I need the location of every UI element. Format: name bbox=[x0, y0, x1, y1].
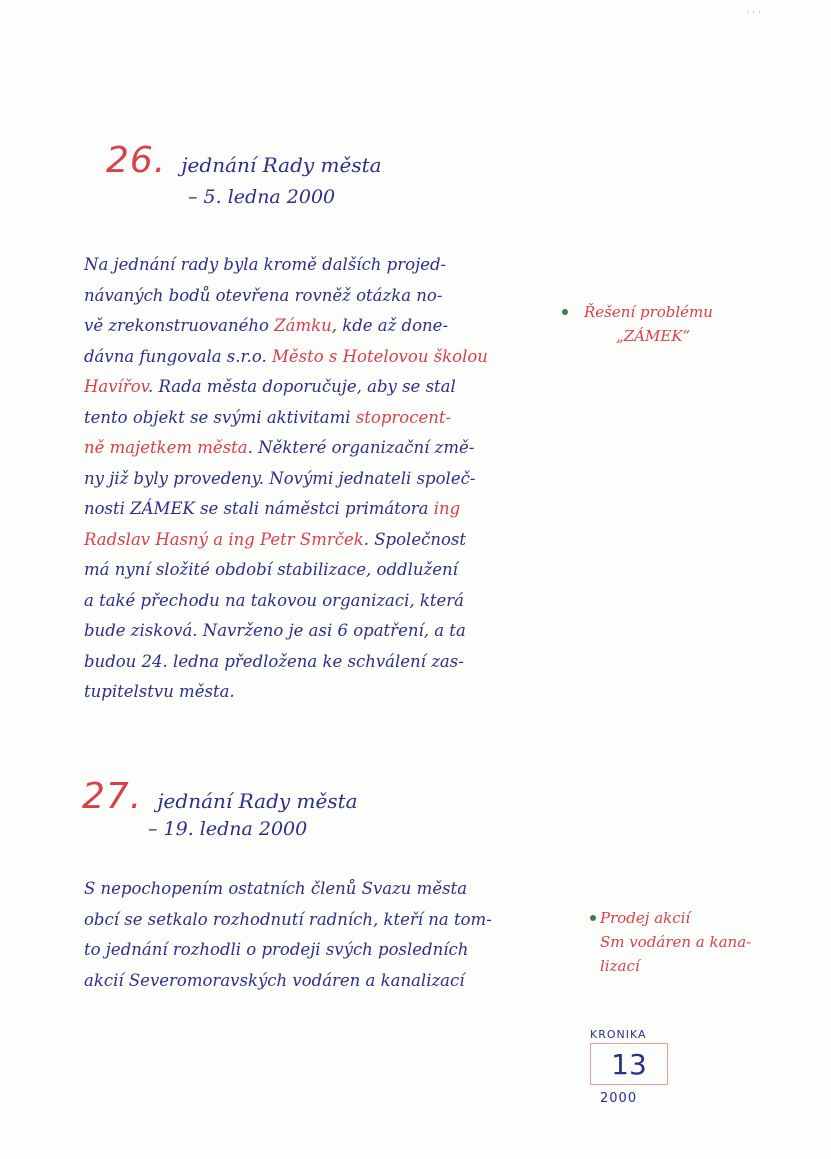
text-line bbox=[84, 647, 488, 678]
text-segment: stoprocent- bbox=[355, 407, 452, 427]
section-title: jednání Rady města bbox=[157, 789, 358, 813]
text-segment: . Rada města doporučuje, aby se stal bbox=[148, 377, 456, 396]
note-line: Prodej akcií bbox=[600, 909, 691, 927]
section-date: – 5. ledna 2000 bbox=[188, 186, 336, 208]
text-line bbox=[84, 586, 488, 617]
stamp-year: 2000 bbox=[600, 1091, 638, 1106]
text-line bbox=[84, 677, 488, 708]
text-segment: tupitelstvu města. bbox=[84, 682, 235, 701]
page-number-box bbox=[590, 1043, 668, 1085]
margin-note-zamek bbox=[584, 300, 713, 348]
text-line bbox=[84, 555, 488, 586]
text-segment: ing bbox=[433, 499, 461, 518]
text-segment: Na jednání rady byla kromě dalších projed- bbox=[84, 255, 447, 274]
note-line: Řešení problému bbox=[584, 303, 713, 321]
text-segment: Město s Hotelovou školou bbox=[271, 346, 488, 366]
text-line bbox=[84, 281, 488, 312]
text-line bbox=[84, 935, 492, 966]
text-line bbox=[84, 342, 488, 373]
text-line bbox=[84, 616, 488, 647]
text-segment: návaných bodů otevřena rovněž otázka no- bbox=[84, 285, 443, 305]
text-segment: to jednání rozhodli o prodeji svých posledních bbox=[84, 940, 469, 959]
section-number: 26. bbox=[106, 140, 167, 181]
text-line bbox=[84, 874, 492, 905]
text-line bbox=[84, 464, 488, 495]
section-27-text bbox=[84, 874, 492, 996]
margin-bullet bbox=[590, 915, 596, 921]
text-line bbox=[84, 250, 488, 281]
margin-note-akcie bbox=[600, 906, 751, 978]
text-segment: ně majetkem města bbox=[84, 438, 248, 457]
text-line bbox=[84, 494, 488, 525]
text-line bbox=[84, 905, 492, 936]
text-line bbox=[84, 433, 488, 464]
text-segment: . Společnost bbox=[363, 529, 466, 549]
text-line bbox=[84, 525, 488, 556]
text-segment: bude zisková. Navrženo je asi 6 opatření, a ta bbox=[84, 621, 466, 640]
section-title: jednání Rady města bbox=[181, 153, 382, 177]
text-segment: akcií Severomoravských vodáren a kanalizací bbox=[84, 970, 465, 990]
text-segment: dávna fungovala s.r.o. bbox=[84, 346, 272, 366]
text-line bbox=[84, 311, 488, 342]
text-segment: Zámku bbox=[274, 316, 332, 335]
text-segment: vě zrekonstruovaného bbox=[84, 316, 275, 335]
text-segment: nosti ZÁMEK se stali náměstci primátora bbox=[84, 499, 434, 518]
text-segment: Havířov bbox=[84, 377, 149, 396]
page-number: 13 bbox=[611, 1047, 647, 1081]
text-line bbox=[84, 966, 492, 997]
text-segment: budou 24. ledna předložena ke schválení zas- bbox=[84, 651, 464, 671]
corner-mark: ' ' ' bbox=[746, 10, 761, 21]
section-26-heading bbox=[106, 140, 382, 208]
text-segment: . Některé organizační změ- bbox=[247, 438, 475, 457]
margin-bullet bbox=[562, 309, 568, 315]
section-number: 27. bbox=[82, 776, 143, 817]
text-line bbox=[84, 372, 488, 403]
text-segment: , kde až done- bbox=[331, 316, 449, 335]
text-segment: a také přechodu na takovou organizaci, která bbox=[84, 590, 465, 610]
text-segment: Radslav Hasný a ing Petr Smrček bbox=[84, 529, 364, 549]
chronicle-stamp bbox=[590, 1028, 680, 1106]
note-line: Sm vodáren a kana- bbox=[600, 933, 752, 951]
text-segment: tento objekt se svými aktivitami bbox=[84, 407, 356, 427]
text-line bbox=[84, 403, 488, 434]
section-26-text bbox=[84, 250, 488, 708]
stamp-label: KRONIKA bbox=[590, 1028, 647, 1041]
text-segment: obcí se setkalo rozhodnutí radních, kteří na tom- bbox=[84, 909, 492, 929]
text-segment: S nepochopením ostatních členů Svazu města bbox=[84, 879, 468, 898]
note-line: „ZÁMEK“ bbox=[616, 327, 691, 345]
text-segment: ny již byly provedeny. Novými jednateli společ- bbox=[84, 468, 476, 488]
note-line: lizací bbox=[600, 957, 640, 975]
section-date: – 19. ledna 2000 bbox=[148, 818, 308, 840]
section-27-heading bbox=[82, 776, 358, 840]
text-segment: má nyní složité období stabilizace, oddlužení bbox=[84, 560, 458, 579]
